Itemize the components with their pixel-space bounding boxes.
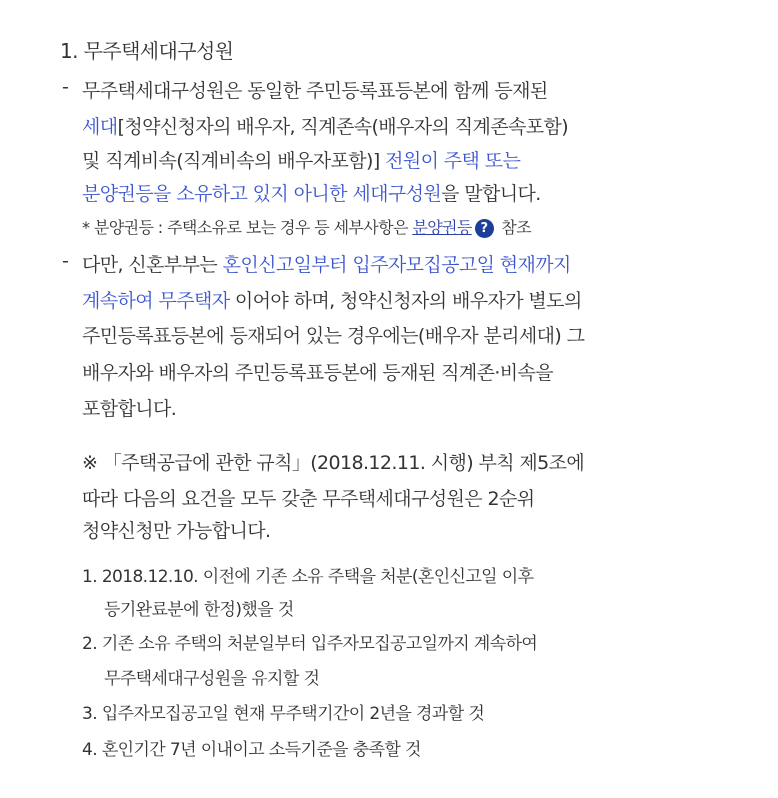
note-line xyxy=(82,215,531,238)
text-line xyxy=(82,112,568,139)
text: 다만, 신혼부부는 xyxy=(82,254,223,276)
bullet: - xyxy=(62,250,69,272)
highlight-text: 세대 xyxy=(82,116,118,138)
text-line xyxy=(82,146,520,173)
condition-item-cont: 등기완료분에 한정)했을 것 xyxy=(104,600,294,620)
presale-rights-link[interactable]: 분양권등 xyxy=(412,218,472,237)
text-line: 포함합니다. xyxy=(82,398,177,420)
highlight-text: 혼인신고일부터 입주자모집공고일 현재까지 xyxy=(222,254,571,276)
note-text: 참조 xyxy=(496,218,531,237)
text: [청약신청자의 배우자, 직계존속(배우자의 직계존속포함) xyxy=(117,116,569,138)
text-line xyxy=(82,286,582,313)
text-line: ※ 「주택공급에 관한 규칙」(2018.12.11. 시행) 부칙 제5조에 xyxy=(82,452,585,474)
bullet: - xyxy=(62,76,69,98)
highlight-text: 계속하여 무주택자 xyxy=(82,290,230,312)
highlight-text: 전원이 주택 또는 xyxy=(385,150,521,172)
condition-item: 1. 2018.12.10. 이전에 기존 소유 주택을 처분(혼인신고일 이후 xyxy=(82,567,534,587)
text-line: 배우자와 배우자의 주민등록표등본에 등재된 직계존·비속을 xyxy=(82,362,554,384)
text-line: 주민등록표등본에 등재되어 있는 경우에는(배우자 분리세대) 그 xyxy=(82,325,585,347)
help-icon[interactable]: ? xyxy=(475,219,494,238)
text: 및 직계비속(직계비속의 배우자포함)] xyxy=(82,150,386,172)
condition-item: 3. 입주자모집공고일 현재 무주택기간이 2년을 경과할 것 xyxy=(82,704,485,724)
text-line: 따라 다음의 요건을 모두 갖춘 무주택세대구성원은 2순위 xyxy=(82,488,535,510)
text-line xyxy=(82,179,541,206)
condition-item-cont: 무주택세대구성원을 유지할 것 xyxy=(104,669,320,689)
condition-item: 2. 기존 소유 주택의 처분일부터 입주자모집공고일까지 계속하여 xyxy=(82,634,538,654)
highlight-text: 분양권등을 소유하고 있지 아니한 세대구성원 xyxy=(82,183,442,205)
note-text: * 분양권등 : 주택소유로 보는 경우 등 세부사항은 xyxy=(82,218,413,237)
text-line xyxy=(82,250,571,277)
text: 을 말합니다. xyxy=(441,183,541,205)
condition-item: 4. 혼인기간 7년 이내이고 소득기준을 충족할 것 xyxy=(82,740,421,760)
text: 이어야 하며, 청약신청자의 배우자가 별도의 xyxy=(229,290,582,312)
text-line: 청약신청만 가능합니다. xyxy=(82,520,271,542)
text-line: 무주택세대구성원은 동일한 주민등록표등본에 함께 등재된 xyxy=(82,80,548,102)
section-title: 1. 무주택세대구성원 xyxy=(60,39,234,63)
